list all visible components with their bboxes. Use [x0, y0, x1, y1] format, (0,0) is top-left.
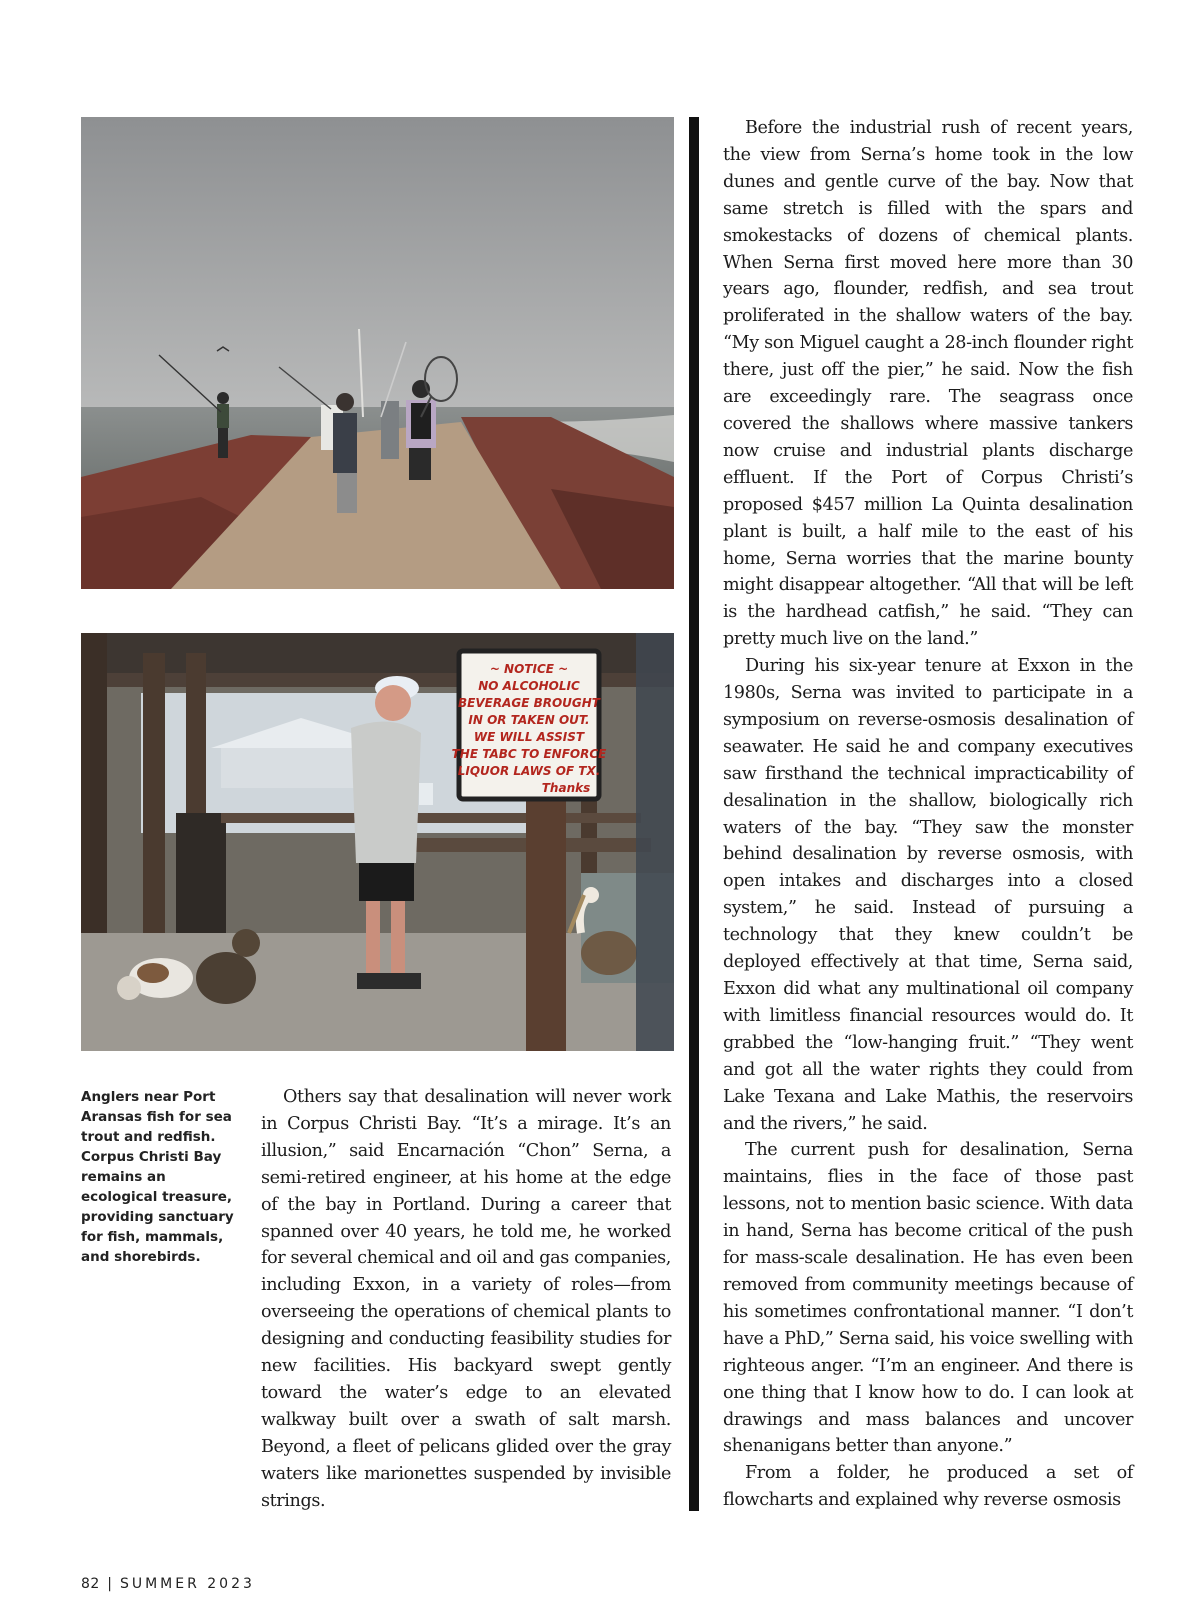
article-column-right [723, 115, 1133, 1514]
railing-dark [176, 813, 226, 933]
person-edge [636, 633, 674, 1051]
paragraph: The current push for desalination, Serna maintains, flies in the face of those past lessons, not to mention basic science. With data in hand, Serna has become critical of the push for mass-scale desalination. He has even been removed from community meetings because of his sometimes confrontational manner. “I don’t have a PhD,” Serna said, his voice swelling with righteous anger. “I’m an engineer. And there is one thing that I know how to do. I can look at drawings and mass balances and uncover shenanigans better than anyone.” [723, 1140, 1133, 1457]
paragraph: Others say that desalination will never work in Corpus Christi Bay. “It’s a mirage. It’s an illusion,” said Encarnación “Chon” Serna, a semi-retired engineer, at his home at the edge of the bay in Portland. During a career that spanned over 40 years, he told me, he worked for several chemical and oil and gas companies, including Exxon, in a variety of roles—from overseeing the operations of chemical plants to designing and conducting feasibility studies for new facilities. His backyard swept gently toward the water’s edge to an elevated walkway built over a swath of salt marsh. Beyond, a fleet of pelicans glided over the gray waters like marionettes suspended by invisible strings. [261, 1087, 671, 1511]
photo-caption: Anglers near Port Aransas fish for sea trout and redfish. Corpus Christi Bay remains an ecological treasure, providing sanctuary for fish, mammals, and shorebirds. [81, 1089, 234, 1265]
column-rule [689, 117, 699, 1511]
paragraph: Before the industrial rush of recent years, the view from Serna’s home took in the low dunes and gentle curve of the bay. Now that same stretch is filled with the spars and smokestacks of dozens of chemical plants. When Serna first moved here more than 30 years ago, flounder, redfish, and sea trout proliferated in the shallow waters of the bay. “My son Miguel caught a 28-inch flounder right there, just off the pier,” he said. Now the fish are exceedingly rare. The seagrass once covered the shallows where massive tankers now cruise and industrial plants discharge effluent. If the Port of Corpus Christi’s proposed $457 million La Quinta desalination plant is built, a half mile to the east of his home, Serna worries that the marine bounty might disappear altogether. “All that will be left is the hardhead catfish,” he said. “They can pretty much live on the land.” [723, 118, 1133, 650]
sign-line: LIQUOR LAWS OF TX. [457, 764, 601, 778]
jetty-scene [81, 117, 674, 589]
sign-line: NO ALCOHOLIC [478, 679, 580, 693]
footer-separator: | [107, 1576, 113, 1592]
page-number: 82 [81, 1576, 100, 1592]
page-footer [81, 1576, 255, 1592]
sign-line: Thanks [541, 781, 591, 795]
sign-line: BEVERAGE BROUGHT [458, 696, 600, 710]
paragraph: During his six-year tenure at Exxon in the 1980s, Serna was invited to participate in a symposium on reverse-osmosis desalination of seawater. He said he and company executives saw firsthand the technical impracticability of desalination in the shallow, biologically rich waters of the bay. “They saw the monster behind desalination by reverse osmosis, with open intakes and discharges into a closed system,” he said. Instead of pursuing a technology that they knew couldn’t be deployed effectively at that time, Serna said, Exxon did what any multinational oil company with limitless financial resources would do. It grabbed the “low-hanging fruit.” “They went and got all the water rights they could from Lake Texana and Lake Mathis, the reservoirs and the rivers,” he said. [723, 656, 1133, 1134]
paragraph: From a folder, he produced a set of flowcharts and explained why reverse osmosis [723, 1463, 1133, 1511]
sign-line: ~ NOTICE ~ [489, 662, 569, 676]
sign-line: THE TABC TO ENFORCE [451, 747, 607, 761]
photo-anglers-jetty [81, 117, 674, 589]
sign-line: WE WILL ASSIST [473, 730, 585, 744]
railing-top [221, 813, 641, 823]
article-column-middle [261, 1084, 671, 1515]
photo-pier-shelter [81, 633, 674, 1051]
pier-scene [81, 633, 674, 1051]
sign-line: IN OR TAKEN OUT. [468, 713, 590, 727]
issue-label: SUMMER 2023 [119, 1576, 255, 1592]
sign-post [526, 783, 566, 1051]
